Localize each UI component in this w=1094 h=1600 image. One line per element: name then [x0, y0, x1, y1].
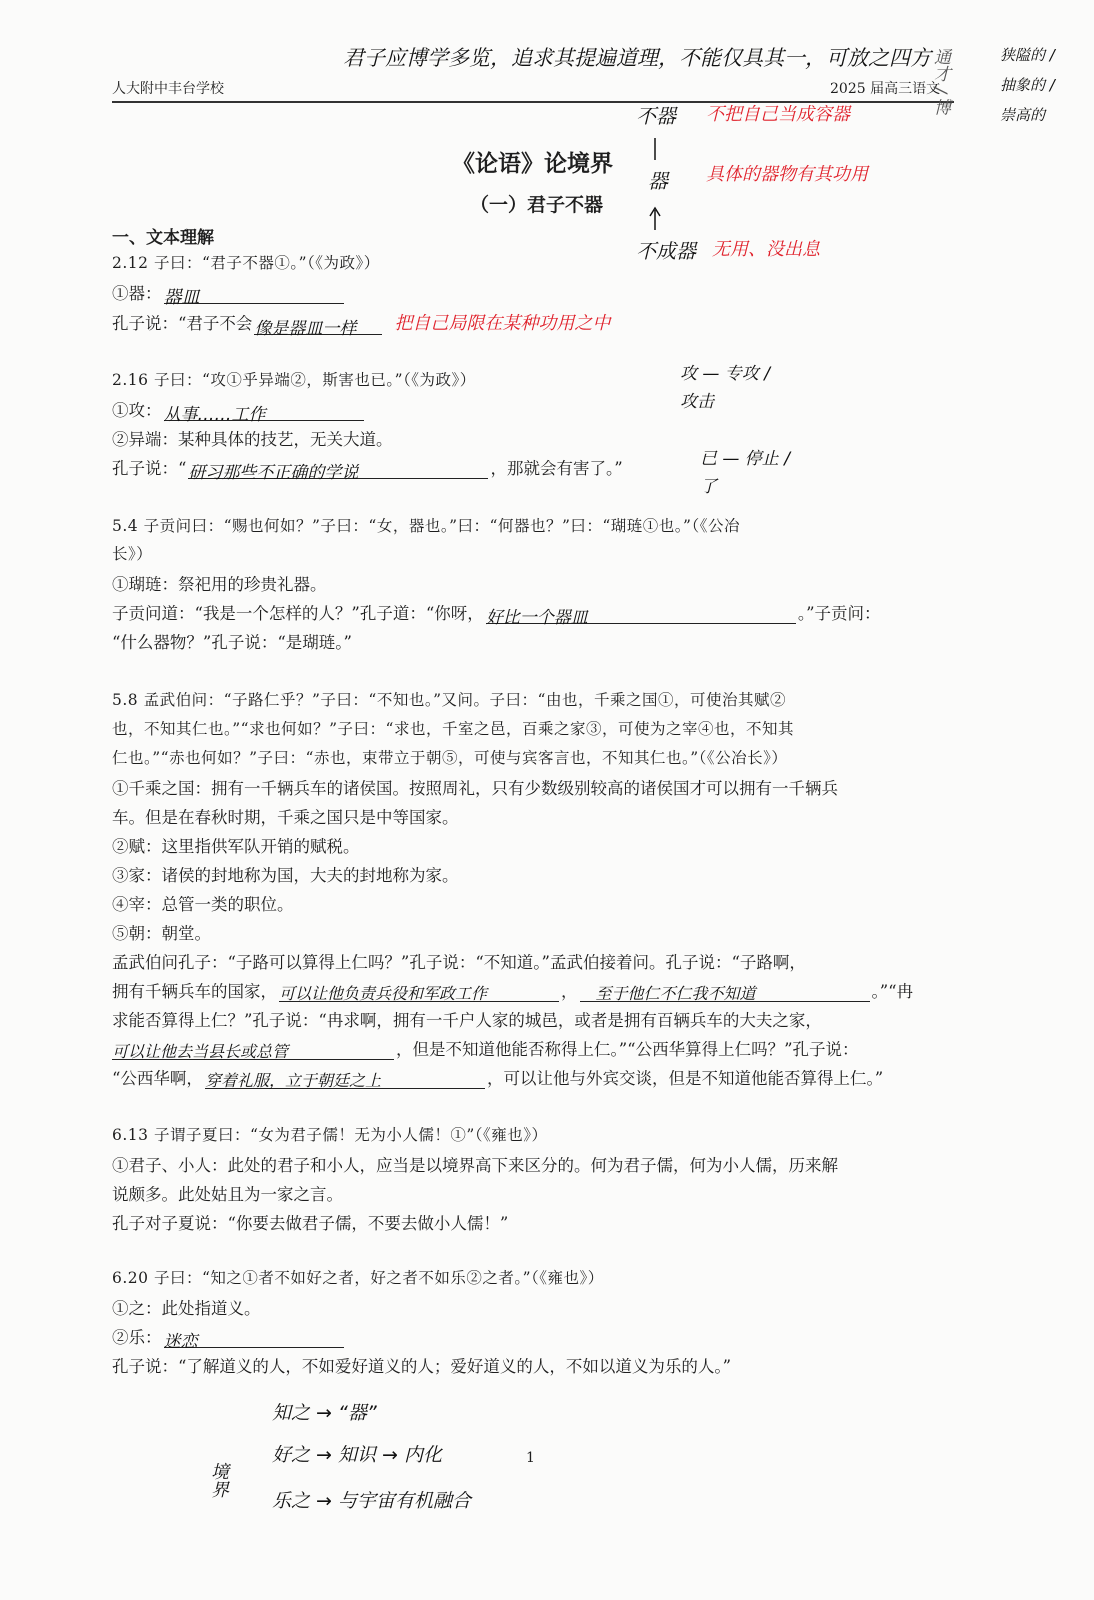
answer-blank [188, 458, 488, 483]
bottom-chain-2: 好之 → 知识 → 内化 [272, 1444, 442, 1466]
trans-5-8-c: 求能否算得上仁？”孔子说：“冉求啊，拥有一千户人家的城邑，或者是拥有百辆兵车的大夫之家， [112, 1011, 822, 1030]
note-label: ①器： [112, 284, 162, 303]
handwritten-answer: 研习那些不正确的学说 [188, 463, 359, 483]
trans-text: ， [561, 982, 578, 1001]
margin-right-list: 狭隘的 / 抽象的 / 崇高的 [1000, 46, 1055, 124]
page-subtitle: （一）君子不器 [470, 194, 604, 216]
trans-text: 孔子说：“君子不会 [112, 314, 253, 333]
trans-text: ，可以让他与外宾交谈，但是不知道他能否算得上仁。” [486, 1069, 884, 1088]
trans-5-4-cont: “什么器物？”孔子说：“是瑚琏。” [112, 633, 352, 652]
quote-5-4: 5.4 子贡问曰：“赐也何如？”子曰：“女，器也。”曰：“何器也？”曰：“瑚琏①也。”（《公冶 [112, 517, 740, 535]
handwritten-answer: 像是器皿一样 [254, 319, 357, 339]
note-2-12-1 [112, 280, 346, 308]
quote-2-16: 2.16 子曰：“攻①乎异端②，斯害也已。”（《为政》） [112, 371, 476, 389]
quote-5-8-b: 也，不知其仁也。”“求也何如？”子曰：“求也，千室之邑，百乘之家③，可使为之宰④也，不知其 [112, 720, 794, 738]
trans-text: ，但是不知道他能否称得上仁。”“公西华算得上仁吗？”孔子说： [396, 1040, 859, 1059]
handwritten-answer: 可以让他去当县长或总管 [112, 1042, 289, 1061]
quote-5-8-c: 仁也。”“赤也何如？”子曰：“赤也，束带立于朝⑤，可使与宾客言也，不知其仁也。”（《公冶长》） [112, 749, 788, 767]
quote-2-12: 2.12 子曰：“君子不器①。”（《为政》） [112, 254, 380, 272]
note-6-13-1: ①君子、小人：此处的君子和小人，应当是以境界高下来区分的。何为君子儒，何为小人儒，历来解 [112, 1156, 838, 1175]
answer-blank [485, 603, 796, 628]
note-2-16-1 [112, 397, 366, 425]
answer-blank [163, 400, 364, 425]
answer-blank [163, 1327, 344, 1352]
trans-6-20: 孔子说：“了解道义的人，不如爱好道义的人；爱好道义的人，不如以道义为乐的人。” [112, 1357, 732, 1376]
note-label: ②乐： [112, 1328, 162, 1347]
trans-text: 孔子说：“ [112, 459, 187, 478]
margin-arrows [640, 118, 730, 258]
trans-text: ，那就会有害了。” [490, 459, 623, 478]
answer-blank [279, 981, 559, 1002]
answer-blank [112, 1039, 394, 1060]
note-label: ①攻： [112, 401, 162, 420]
handwritten-answer: 穿着礼服，立于朝廷之上 [204, 1071, 381, 1090]
margin-gong: 攻 — 专攻 / 攻击 [680, 364, 770, 412]
note-5-8-1b: 车。但是在春秋时期，千乘之国只是中等国家。 [112, 808, 459, 827]
answer-blank [163, 283, 344, 308]
trans-5-8-e [112, 1065, 883, 1089]
handwritten-answer: 迷恋 [163, 1332, 198, 1352]
trans-2-16 [112, 455, 623, 483]
note-5-4-1: ①瑚琏：祭祀用的珍贵礼器。 [112, 575, 327, 594]
note-5-8-4: ④宰：总管一类的职位。 [112, 895, 294, 914]
quote-5-4-cont: 长》） [112, 545, 153, 563]
margin-buqi: 不器 [636, 104, 676, 128]
page-number: 1 [526, 1450, 535, 1466]
trans-6-13: 孔子对子夏说：“你要去做君子儒，不要去做小人儒！” [112, 1214, 509, 1233]
bottom-left-note: 境界 [208, 1462, 229, 1498]
grade-label: 2025 届高三语文 [830, 81, 941, 97]
margin-qi: 器 [648, 169, 668, 193]
note-5-8-1: ①千乘之国：拥有一千辆兵车的诸侯国。按照周礼，只有少数级别较高的诸侯国才可以拥有一千辆兵 [112, 779, 838, 798]
margin-right-top: 通才 / 博 [930, 48, 950, 116]
quote-6-20: 6.20 子曰：“知之①者不如好之者，好之者不如乐②之者。”（《雍也》） [112, 1269, 604, 1287]
trans-5-8-a: 孟武伯问孔子：“子路可以算得上仁吗？”孔子说：“不知道。”孟武伯接着问。孔子说：“子路啊， [112, 953, 806, 972]
trans-text: “公西华啊， [112, 1069, 203, 1088]
handwritten-top-note: 君子应博学多览，追求其提遍道理，不能仅具其一，可放之四方 [343, 46, 931, 70]
trans-text: 拥有千辆兵车的国家， [112, 982, 277, 1001]
handwritten-answer: 至于他仁不仁我不知道 [595, 984, 756, 1003]
note-6-20-1: ①之：此处指道义。 [112, 1299, 261, 1318]
margin-red-3: 无用、没出息 [712, 239, 820, 260]
quote-6-13: 6.13 子谓子夏曰：“女为君子儒！无为小人儒！①”（《雍也》） [112, 1126, 548, 1144]
answer-blank [580, 981, 870, 1002]
school-name: 人大附中丰台学校 [112, 81, 224, 97]
note-6-13-1b: 说颇多。此处姑且为一家之言。 [112, 1185, 343, 1204]
bottom-chain-1: 知之 → “器” [272, 1402, 377, 1424]
trans-5-4 [112, 600, 881, 628]
trans-2-12 [112, 309, 611, 339]
trans-text: 子贡问道：“我是一个怎样的人？”孔子道：“你呀， [112, 604, 484, 623]
trans-text: 。”子贡问： [797, 604, 881, 623]
margin-red-2: 具体的器物有其功用 [706, 164, 868, 185]
quote-5-8: 5.8 孟武伯问：“子路仁乎？”子曰：“不知也。”又问。子曰：“由也，千乘之国①，可使治其赋② [112, 691, 786, 709]
note-5-8-3: ③家：诸侯的封地称为国，大夫的封地称为家。 [112, 866, 459, 885]
bottom-chain-3: 乐之 → 与宇宙有机融合 [272, 1490, 471, 1512]
margin-red-1: 不把自己当成容器 [706, 104, 850, 125]
answer-blank [254, 314, 382, 339]
margin-yi: 已 — 停止 / 了 [700, 449, 790, 497]
note-5-8-5: ⑤朝：朝堂。 [112, 924, 211, 943]
page-title: 《论语》论境界 [452, 151, 613, 177]
handwritten-answer: 从事……工作 [163, 405, 266, 425]
handwritten-answer: 好比一个器皿 [485, 608, 588, 628]
red-annotation: 把自己局限在某种功用之中 [394, 313, 611, 334]
margin-buchengqi: 不成器 [636, 239, 696, 263]
answer-blank [205, 1068, 485, 1089]
section-heading: 一、文本理解 [112, 228, 214, 248]
handwritten-answer: 可以让他负责兵役和军政工作 [279, 984, 488, 1003]
trans-5-8-d [112, 1036, 859, 1060]
trans-5-8-b [112, 978, 913, 1002]
note-2-16-2: ②异端：某种具体的技艺，无关大道。 [112, 430, 393, 449]
handwritten-answer: 器皿 [163, 287, 200, 308]
note-6-20-2 [112, 1324, 346, 1352]
note-5-8-2: ②赋：这里指供军队开销的赋税。 [112, 837, 360, 856]
trans-text: 。”“冉 [871, 982, 914, 1001]
